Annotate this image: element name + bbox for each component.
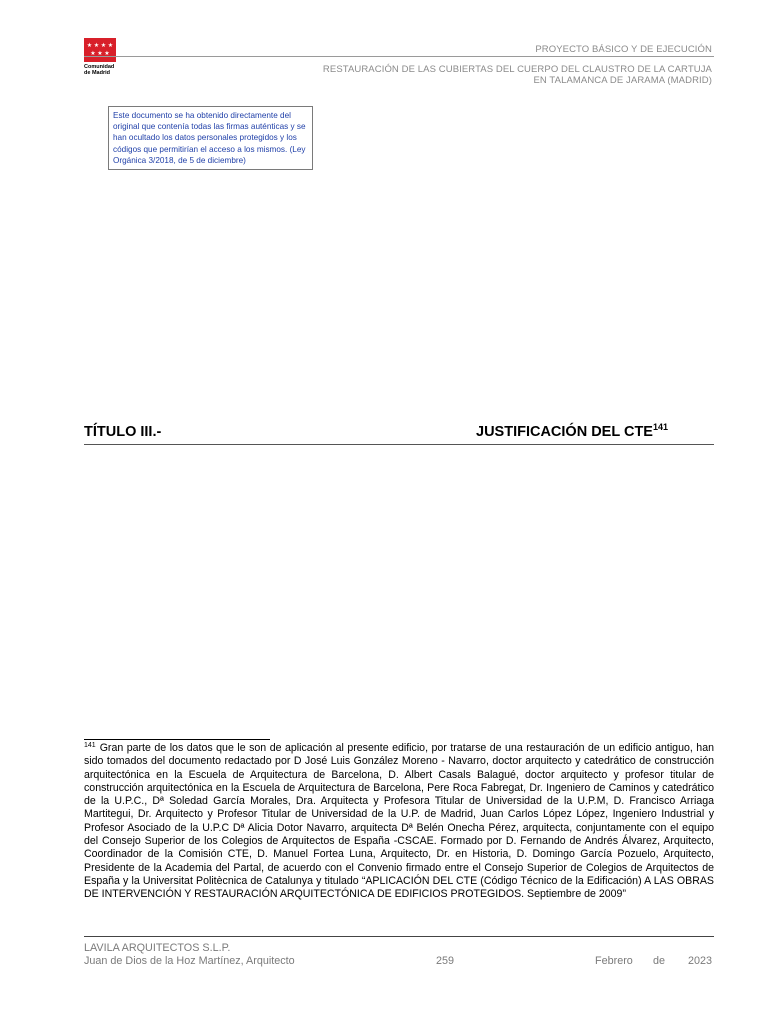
logo-star-box (84, 38, 116, 62)
privacy-notice-box: Este documento se ha obtenido directamente del original que contenía todas las firmas auténticas y se han ocultado los datos personales protegidos y los códigos que permitirían el acceso a los mismos. (Ley Orgánica 3/2018, de 5 de diciembre) (108, 106, 313, 170)
section-title-row (84, 424, 714, 445)
logo-star: ★ (93, 42, 100, 49)
logo-text-line1: Comunidad (84, 64, 115, 70)
footer-year: 2023 (688, 955, 713, 967)
footer-de: de (653, 955, 666, 967)
footer-month: Febrero (595, 955, 633, 967)
comunidad-de-madrid-logo (84, 38, 118, 76)
footnote-reference[interactable]: 141 (652, 422, 668, 432)
logo-star: ★ (86, 42, 93, 49)
logo-star: ★ (104, 50, 110, 57)
logo-star: ★ (97, 50, 103, 57)
footer-divider (84, 936, 714, 937)
logo-star: ★ (107, 42, 114, 49)
footnote-separator (84, 739, 270, 740)
logo-text-line2: de Madrid (84, 70, 110, 76)
footnote-text: Gran parte de los datos que le son de aplicación al presente edificio, por tratarse de una restauración de un edificio antiguo, han sido tomados del documento redactado por D José Luis González Moreno - Navarro, doctor arquitecto y catedrático de construcción arquitectónica en la Escuela de Arquitectura de Barcelona, D. Albert Casals Balagué, doctor arquitecto y profesor titular de construcción arquitectónica en la Escuela de Arquitectura de Barcelona, Pere Roca Fabregat, Dr. Ingeniero de Caminos y catedrático de la U.P.C., Dª Soledad García Morales, Dra. Arquitecta y Profesora Titular de Universidad de la U.P.M, D. Francisco Arriaga Martitegui, Dr. Arquitecto y Profesor Titular de Universidad de la U.P. de Madrid, Juan Carlos López López, Ingeniero Industrial y Profesor Asociado de la U.P.C Dª Alicia Dotor Navarro, arquitecta Dª Belén Onecha Pérez, arquitecta, conjuntamente con el equipo del Consejo Superior de los Colegios de Arquitectos de España -CSCAE. Formado por D. Fernando de Andrés Álvarez, Arquitecto, Coordinador de la Comisión CTE, D. Manuel Fortea Luna, Arquitecto, Dr. en Historia, D. Domingo García Pozuelo, Arquitecto, Presidente de la Academia del Partal, de acuerdo con el Convenio firmado entre el Consejo Superior de Colegios de Arquitectos de España y la Universitat Politècnica de Catalunya y titulado “APLICACIÓN DEL CTE (Código Técnico de la Edificación) A LAS OBRAS DE INTERVENCIÓN Y RESTAURACIÓN ARQUITECTÓNICA DE EDIFICIOS PROTEGIDOS. Septiembre de 2009” (84, 742, 714, 901)
header-project-type: PROYECTO BÁSICO Y DE EJECUCIÓN (535, 44, 712, 55)
header-title-line2: EN TALAMANCA DE JARAMA (MADRID) (533, 75, 712, 86)
logo-star: ★ (90, 50, 96, 57)
section-title-label: JUSTIFICACIÓN DEL CTE (476, 424, 653, 440)
page-number: 259 (436, 955, 455, 967)
section-title-text (476, 424, 668, 440)
logo-star: ★ (100, 42, 107, 49)
footnote-number: 141 (84, 742, 96, 749)
footnote (84, 742, 714, 902)
header-divider (84, 56, 714, 57)
header-project-title (323, 64, 712, 86)
header-title-line1: RESTAURACIÓN DE LAS CUBIERTAS DEL CUERPO DEL CLAUSTRO DE LA CARTUJA (322, 64, 712, 75)
footer-company: LAVILA ARQUITECTOS S.L.P. (84, 942, 231, 954)
footer-author: Juan de Dios de la Hoz Martínez, Arquitecto (84, 955, 295, 967)
section-title-number: TÍTULO III.- (84, 424, 162, 440)
